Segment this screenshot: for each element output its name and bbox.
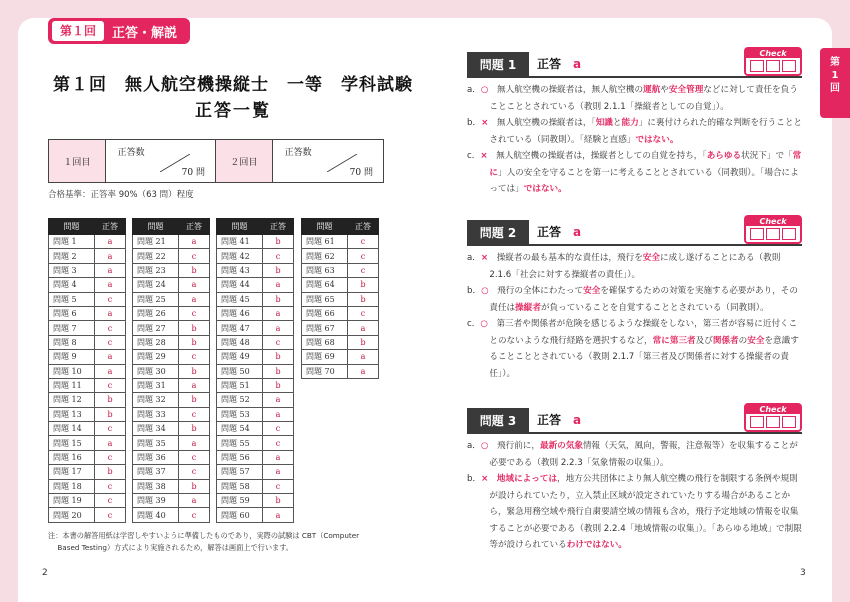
question-number: 問題 18 <box>49 479 95 493</box>
table-row <box>133 263 210 277</box>
table-row <box>302 292 379 306</box>
header-rule <box>529 244 802 246</box>
table-row <box>217 335 294 349</box>
question-number: 問題 21 <box>133 235 179 249</box>
col-header-answer: 正答 <box>348 219 379 235</box>
question-number: 問題 51 <box>217 378 263 392</box>
correct-answer: c <box>95 479 126 493</box>
table-row <box>49 450 126 464</box>
correct-answer: c <box>95 335 126 349</box>
table-row <box>302 263 379 277</box>
checkbox[interactable] <box>750 228 764 240</box>
total-questions: 70 問 <box>181 168 205 178</box>
answer-value: a <box>573 225 582 239</box>
table-row <box>217 263 294 277</box>
question-number: 問題 23 <box>133 263 179 277</box>
checkbox[interactable] <box>766 60 780 72</box>
page-number-right: 3 <box>800 568 806 578</box>
answer-prefix: 正答 <box>537 57 562 71</box>
question-3-header <box>467 405 802 434</box>
correct-answer: b <box>179 479 210 493</box>
correct-mark: ○ <box>480 85 489 95</box>
table-row <box>49 350 126 364</box>
table-row <box>49 422 126 436</box>
table-row <box>217 235 294 249</box>
correct-answer: c <box>348 306 379 320</box>
answer-value: a <box>573 413 582 427</box>
table-row <box>302 350 379 364</box>
table-row <box>49 263 126 277</box>
question-number: 問題 68 <box>302 335 348 349</box>
correct-answer: b <box>95 465 126 479</box>
correct-answer: c <box>179 407 210 421</box>
correct-answer: c <box>263 479 294 493</box>
question-number: 問題 27 <box>133 321 179 335</box>
answer-table-2 <box>132 218 210 523</box>
table-row <box>217 350 294 364</box>
table-row <box>49 393 126 407</box>
question-number: 問題 38 <box>133 479 179 493</box>
correct-answer: b <box>263 263 294 277</box>
question-number: 問題 67 <box>302 321 348 335</box>
question-number: 問題 53 <box>217 407 263 421</box>
correct-answer: c <box>179 350 210 364</box>
correct-mark: ○ <box>480 441 489 451</box>
checkbox[interactable] <box>766 416 780 428</box>
table-row <box>217 436 294 450</box>
question-number: 問題 56 <box>217 450 263 464</box>
question-number: 問題 34 <box>133 422 179 436</box>
question-number: 問題 36 <box>133 450 179 464</box>
question-number: 問題 48 <box>217 335 263 349</box>
correct-answer: c <box>95 494 126 508</box>
table-row <box>49 278 126 292</box>
question-number: 問題 55 <box>217 436 263 450</box>
correct-count-label: 正答数 <box>117 148 145 158</box>
option-b: b．× 地域によっては，地方公共団体により無人航空機の飛行を制限する条例や規則が設けられていたり，立入禁止区域が設定されていたりする場合があることから，緊急用務空域や飛行自粛要請空域の情報も含め，飛行予定地域の情報を収集することが必要である（教則 2.2.4「地域情報の収集」）。「あらゆる地域」で制限等が設けられているわけではない。 <box>467 474 802 550</box>
table-row <box>133 465 210 479</box>
table-row <box>133 306 210 320</box>
col-header-question: 問題 <box>217 219 263 235</box>
question-number: 問題 9 <box>49 350 95 364</box>
checkbox[interactable] <box>750 60 764 72</box>
correct-answer: a <box>179 292 210 306</box>
option-b: b．○ 飛行の全体にわたって安全を確保するための対策を実施する必要があり，その責任は操縦者が負っていることを自覚することとされている（同教則）。 <box>467 286 798 313</box>
correct-answer: b <box>179 263 210 277</box>
correct-answer: c <box>263 436 294 450</box>
table-row <box>217 508 294 522</box>
question-number: 問題 61 <box>302 235 348 249</box>
table-row <box>49 249 126 263</box>
wrong-mark: × <box>480 151 488 161</box>
question-3-explanation <box>467 438 802 554</box>
question-number: 問題 42 <box>217 249 263 263</box>
correct-answer: b <box>348 278 379 292</box>
question-number: 問題 2 <box>49 249 95 263</box>
correct-answer: c <box>263 422 294 436</box>
correct-answer: c <box>179 450 210 464</box>
correct-answer: a <box>263 450 294 464</box>
correct-answer: c <box>263 335 294 349</box>
col-header-answer: 正答 <box>263 219 294 235</box>
correct-answer: a <box>95 235 126 249</box>
question-number: 問題 66 <box>302 306 348 320</box>
correct-answer: c <box>348 263 379 277</box>
table-row <box>133 350 210 364</box>
question-number: 問題 65 <box>302 292 348 306</box>
correct-answer: a <box>95 306 126 320</box>
correct-answer: c <box>263 249 294 263</box>
question-1-explanation <box>467 82 802 198</box>
correct-answer: b <box>179 422 210 436</box>
correct-answer: c <box>95 321 126 335</box>
option-a: a．○ 飛行前に，最新の気象情報（天気，風向，警報，注意報等）を収集することが必要である（教則 2.2.3「気象情報の収集」）。 <box>467 441 798 468</box>
question-number: 問題 29 <box>133 350 179 364</box>
question-number: 問題 13 <box>49 407 95 421</box>
footnote <box>48 530 378 554</box>
col-header-answer: 正答 <box>95 219 126 235</box>
table-row <box>217 378 294 392</box>
table-row <box>302 278 379 292</box>
correct-answer: b <box>263 292 294 306</box>
answer-table-3 <box>216 218 294 523</box>
table-row <box>49 235 126 249</box>
correct-answer: a <box>263 321 294 335</box>
question-number: 問題 26 <box>133 306 179 320</box>
correct-answer: c <box>179 249 210 263</box>
correct-answer: a <box>263 407 294 421</box>
question-number: 問題 1 <box>49 235 95 249</box>
wrong-mark: × <box>481 118 489 128</box>
table-row <box>49 378 126 392</box>
answer-table-4 <box>301 218 379 379</box>
answer-table-1 <box>48 218 126 523</box>
badge-number: 第１回 <box>52 21 104 41</box>
correct-answer: a <box>179 278 210 292</box>
check-box <box>744 47 802 76</box>
badge-label: 正答・解説 <box>112 25 178 41</box>
question-number: 問題 62 <box>302 249 348 263</box>
table-row <box>217 465 294 479</box>
table-row <box>217 407 294 421</box>
answer-label <box>537 55 581 72</box>
question-number: 問題 54 <box>217 422 263 436</box>
check-box <box>744 215 802 244</box>
table-row <box>133 321 210 335</box>
table-row <box>133 249 210 263</box>
question-2-explanation <box>467 250 802 382</box>
correct-answer: b <box>348 292 379 306</box>
option-c: c．○ 第三者や関係者が危険を感じるような操縦をしない，第三者が容易に近付くことのないような飛行経路を選択するなど，常に第三者及び関係者の安全を意識することこととされている（教則 2.1.7「第三者及び関係者に対する操縦者の責任」）。 <box>467 319 799 379</box>
question-number: 問題 15 <box>49 436 95 450</box>
question-number: 問題 22 <box>133 249 179 263</box>
footnote-line: Based Testing）方式により実施されるため，解答は画面上で行います。 <box>57 543 293 552</box>
correct-answer: b <box>95 393 126 407</box>
checkbox[interactable] <box>750 416 764 428</box>
table-row <box>217 306 294 320</box>
question-number: 問題 59 <box>217 494 263 508</box>
header-rule <box>529 432 802 434</box>
correct-answer: a <box>95 263 126 277</box>
correct-answer: a <box>263 508 294 522</box>
table-row <box>133 292 210 306</box>
table-row <box>217 278 294 292</box>
correct-answer: c <box>95 378 126 392</box>
side-tab-text: 第 <box>830 57 840 68</box>
question-label: 問題 3 <box>467 408 529 434</box>
question-number: 問題 69 <box>302 350 348 364</box>
correct-answer: a <box>263 465 294 479</box>
question-number: 問題 6 <box>49 306 95 320</box>
correct-answer: a <box>95 364 126 378</box>
correct-answer: a <box>263 393 294 407</box>
correct-answer: b <box>179 335 210 349</box>
table-row <box>302 235 379 249</box>
question-number: 問題 39 <box>133 494 179 508</box>
check-label: Check <box>746 49 800 58</box>
correct-answer: c <box>348 249 379 263</box>
answer-label <box>537 223 581 240</box>
side-tab-text: 1 <box>831 70 839 81</box>
correct-answer: a <box>179 235 210 249</box>
table-row <box>133 335 210 349</box>
footnote-line: 注：本書の解答用紙は学習しやすいように準備したものであり，実際の試験は CBT（Computer <box>48 531 360 540</box>
section-badge <box>48 18 190 44</box>
correct-answer: c <box>95 508 126 522</box>
table-row <box>217 292 294 306</box>
table-row <box>217 479 294 493</box>
page-number-left: 2 <box>42 568 48 578</box>
table-row <box>49 364 126 378</box>
question-number: 問題 28 <box>133 335 179 349</box>
option-a: a．○ 無人航空機の操縦者は，無人航空機の運航や安全管理などに対して責任を負うことこととされている（教則 2.1.1「操縦者としての自覚」）。 <box>467 85 798 112</box>
checkbox[interactable] <box>766 228 780 240</box>
table-row <box>217 321 294 335</box>
option-c: c．× 無人航空機の操縦者は，操縦者としての自覚を持ち，「あらゆる状況下」で「常に」人の安全を守ることを第一に考えることとされている（同教則）。「場合によっては」ではない。 <box>467 151 802 194</box>
correct-answer: a <box>348 321 379 335</box>
table-row <box>49 465 126 479</box>
question-number: 問題 45 <box>217 292 263 306</box>
table-row <box>133 407 210 421</box>
question-number: 問題 58 <box>217 479 263 493</box>
question-number: 問題 25 <box>133 292 179 306</box>
table-row <box>217 450 294 464</box>
attempt-1-label: １回目 <box>49 140 106 182</box>
question-number: 問題 3 <box>49 263 95 277</box>
correct-answer: c <box>348 235 379 249</box>
question-number: 問題 32 <box>133 393 179 407</box>
wrong-mark: × <box>481 474 489 484</box>
check-label: Check <box>746 405 800 414</box>
col-header-question: 問題 <box>302 219 348 235</box>
table-row <box>133 422 210 436</box>
question-number: 問題 14 <box>49 422 95 436</box>
correct-answer: b <box>179 364 210 378</box>
pass-criteria: 合格基準：正答率 90%（63 問）程度 <box>48 190 194 200</box>
table-row <box>133 364 210 378</box>
table-row <box>217 422 294 436</box>
question-number: 問題 52 <box>217 393 263 407</box>
correct-mark: ○ <box>480 319 488 329</box>
table-row <box>302 364 379 378</box>
table-row <box>133 278 210 292</box>
correct-answer: a <box>179 436 210 450</box>
question-number: 問題 41 <box>217 235 263 249</box>
option-b: b．× 無人航空機の操縦者は，「知識と能力」に裏付けられた的確な判断を行うこととされている（同教則）。「経験と直感」ではない。 <box>467 118 803 145</box>
table-row <box>49 508 126 522</box>
table-row <box>133 450 210 464</box>
correct-answer: b <box>263 494 294 508</box>
col-header-question: 問題 <box>133 219 179 235</box>
correct-answer: c <box>95 422 126 436</box>
answer-prefix: 正答 <box>537 225 562 239</box>
attempt-2-label: ２回目 <box>216 140 273 182</box>
correct-answer: c <box>179 465 210 479</box>
question-number: 問題 46 <box>217 306 263 320</box>
correct-answer: a <box>263 306 294 320</box>
check-box <box>744 403 802 432</box>
question-number: 問題 4 <box>49 278 95 292</box>
question-number: 問題 16 <box>49 450 95 464</box>
option-a: a．× 操縦者の最も基本的な責任は，飛行を安全に成し遂げることにある（教則 2.1.6「社会に対する操縦者の責任」）。 <box>467 253 781 280</box>
question-1-header <box>467 49 802 78</box>
question-number: 問題 11 <box>49 378 95 392</box>
attempt-1-score <box>106 140 216 182</box>
side-tab <box>820 48 850 118</box>
col-header-question: 問題 <box>49 219 95 235</box>
answer-label <box>537 411 581 428</box>
question-number: 問題 30 <box>133 364 179 378</box>
question-number: 問題 17 <box>49 465 95 479</box>
table-row <box>133 378 210 392</box>
correct-answer: c <box>95 292 126 306</box>
checkbox[interactable] <box>782 228 796 240</box>
score-box <box>48 139 384 183</box>
table-row <box>302 335 379 349</box>
table-row <box>217 494 294 508</box>
correct-answer: a <box>179 378 210 392</box>
correct-answer: a <box>95 278 126 292</box>
correct-answer: b <box>263 235 294 249</box>
question-number: 問題 60 <box>217 508 263 522</box>
attempt-2-score <box>273 140 383 182</box>
table-row <box>49 321 126 335</box>
table-row <box>49 494 126 508</box>
question-number: 問題 20 <box>49 508 95 522</box>
correct-answer: a <box>95 436 126 450</box>
table-row <box>49 292 126 306</box>
table-row <box>302 249 379 263</box>
question-number: 問題 49 <box>217 350 263 364</box>
question-number: 問題 44 <box>217 278 263 292</box>
table-row <box>217 393 294 407</box>
correct-answer: a <box>348 364 379 378</box>
table-row <box>49 335 126 349</box>
page-subtitle: 正答一覧 <box>195 101 271 121</box>
correct-answer: c <box>179 306 210 320</box>
correct-mark: ○ <box>481 286 489 296</box>
table-row <box>49 306 126 320</box>
table-row <box>133 393 210 407</box>
table-row <box>302 306 379 320</box>
correct-answer: a <box>263 278 294 292</box>
check-label: Check <box>746 217 800 226</box>
question-number: 問題 35 <box>133 436 179 450</box>
table-row <box>133 494 210 508</box>
question-number: 問題 57 <box>217 465 263 479</box>
header-rule <box>529 76 802 78</box>
answer-prefix: 正答 <box>537 413 562 427</box>
correct-answer: b <box>263 350 294 364</box>
question-number: 問題 24 <box>133 278 179 292</box>
correct-answer: b <box>263 378 294 392</box>
side-tab-text: 回 <box>830 83 840 94</box>
question-number: 問題 50 <box>217 364 263 378</box>
question-number: 問題 8 <box>49 335 95 349</box>
question-number: 問題 10 <box>49 364 95 378</box>
question-number: 問題 7 <box>49 321 95 335</box>
question-number: 問題 43 <box>217 263 263 277</box>
question-number: 問題 19 <box>49 494 95 508</box>
question-number: 問題 12 <box>49 393 95 407</box>
correct-answer: a <box>348 350 379 364</box>
question-number: 問題 37 <box>133 465 179 479</box>
question-number: 問題 64 <box>302 278 348 292</box>
question-number: 問題 47 <box>217 321 263 335</box>
question-2-header <box>467 217 802 246</box>
table-row <box>133 508 210 522</box>
table-row <box>217 364 294 378</box>
table-row <box>133 436 210 450</box>
question-label: 問題 1 <box>467 52 529 78</box>
question-label: 問題 2 <box>467 220 529 246</box>
correct-answer: b <box>95 407 126 421</box>
correct-answer: c <box>179 508 210 522</box>
question-number: 問題 31 <box>133 378 179 392</box>
question-number: 問題 5 <box>49 292 95 306</box>
table-row <box>302 321 379 335</box>
wrong-mark: × <box>480 253 489 263</box>
correct-answer: b <box>179 393 210 407</box>
table-row <box>133 235 210 249</box>
question-number: 問題 40 <box>133 508 179 522</box>
question-number: 問題 70 <box>302 364 348 378</box>
col-header-answer: 正答 <box>179 219 210 235</box>
correct-answer: b <box>179 321 210 335</box>
table-row <box>133 479 210 493</box>
question-number: 問題 63 <box>302 263 348 277</box>
answer-value: a <box>573 57 582 71</box>
correct-answer: a <box>95 350 126 364</box>
correct-answer: b <box>263 364 294 378</box>
correct-answer: a <box>95 249 126 263</box>
table-row <box>217 249 294 263</box>
checkbox[interactable] <box>782 416 796 428</box>
question-number: 問題 33 <box>133 407 179 421</box>
correct-answer: a <box>179 494 210 508</box>
table-row <box>49 407 126 421</box>
checkbox[interactable] <box>782 60 796 72</box>
correct-answer: b <box>348 335 379 349</box>
correct-count-label: 正答数 <box>284 148 312 158</box>
page-title: 第１回 無人航空機操縦士 一等 学科試験 <box>53 75 413 95</box>
table-row <box>49 479 126 493</box>
total-questions: 70 問 <box>349 168 373 178</box>
table-row <box>49 436 126 450</box>
correct-answer: c <box>95 450 126 464</box>
